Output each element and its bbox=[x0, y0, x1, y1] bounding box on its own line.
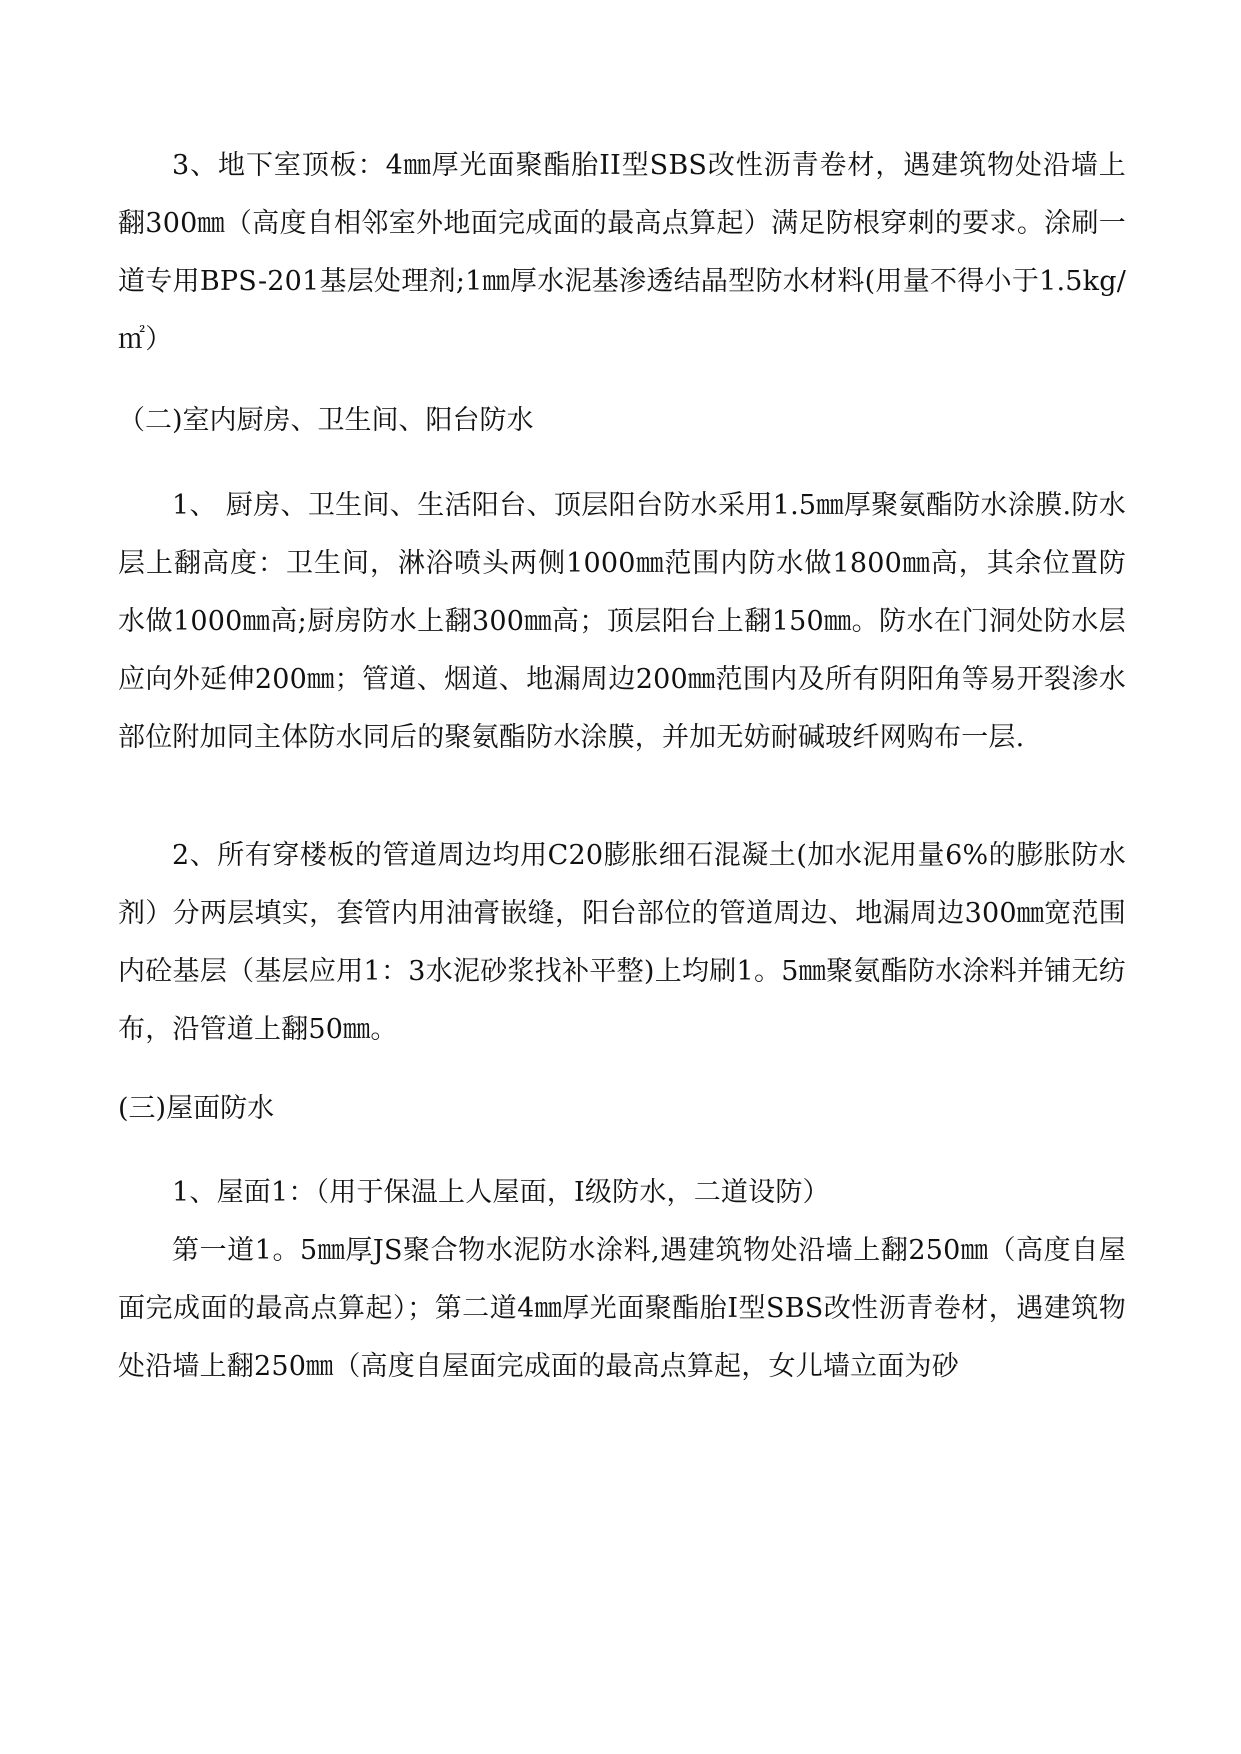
roof-item-1-paragraph: 1、屋面1：（用于保温上人屋面，I级防水，二道设防） bbox=[172, 1177, 830, 1208]
indoor-waterproofing-heading: （二)室内厨房、卫生间、阳台防水 bbox=[118, 405, 534, 436]
indoor-item-1-paragraph: 1、 厨房、卫生间、生活阳台、顶层阳台防水采用1.5㎜厚聚氨酯防水涂膜.防水层上翻高度：卫生间，淋浴喷头两侧1000㎜范围内防水做1800㎜高，其余位置防水做1000㎜高;厨房防水上翻300㎜高；顶层阳台上翻150㎜。防水在门洞处防水层应向外延伸200㎜；管道、烟道、地漏周边200㎜范围内及所有阴阳角等易开裂渗水部位附加同主体防水同后的聚氨酯防水涂膜，并加无妨耐碱玻纤网购布一层. bbox=[118, 490, 1126, 753]
roof-item-1-detail-paragraph: 第一道1。5㎜厚JS聚合物水泥防水涂料,遇建筑物处沿墙上翻250㎜（高度自屋面完成面的最高点算起）；第二道4㎜厚光面聚酯胎I型SBS改性沥青卷材，遇建筑物处沿墙上翻250㎜（高度自屋面完成面的最高点算起，女儿墙立面为砂 bbox=[118, 1235, 1126, 1382]
basement-roof-paragraph: 3、地下室顶板：4㎜厚光面聚酯胎II型SBS改性沥青卷材，遇建筑物处沿墙上翻300㎜（高度自相邻室外地面完成面的最高点算起）满足防根穿刺的要求。涂刷一道专用BPS-201基层处理剂;1㎜厚水泥基渗透结晶型防水材料(用量不得小于1.5kg/㎡） bbox=[118, 150, 1126, 355]
roof-waterproofing-heading: (三)屋面防水 bbox=[118, 1093, 275, 1124]
indoor-item-2-paragraph: 2、所有穿楼板的管道周边均用C20膨胀细石混凝土(加水泥用量6%的膨胀防水剂）分两层填实，套管内用油膏嵌缝，阳台部位的管道周边、地漏周边300㎜宽范围内砼基层（基层应用1：3水泥砂浆找补平整)上均刷1。5㎜聚氨酯防水涂料并铺无纺布，沿管道上翻50㎜。 bbox=[118, 840, 1126, 1045]
